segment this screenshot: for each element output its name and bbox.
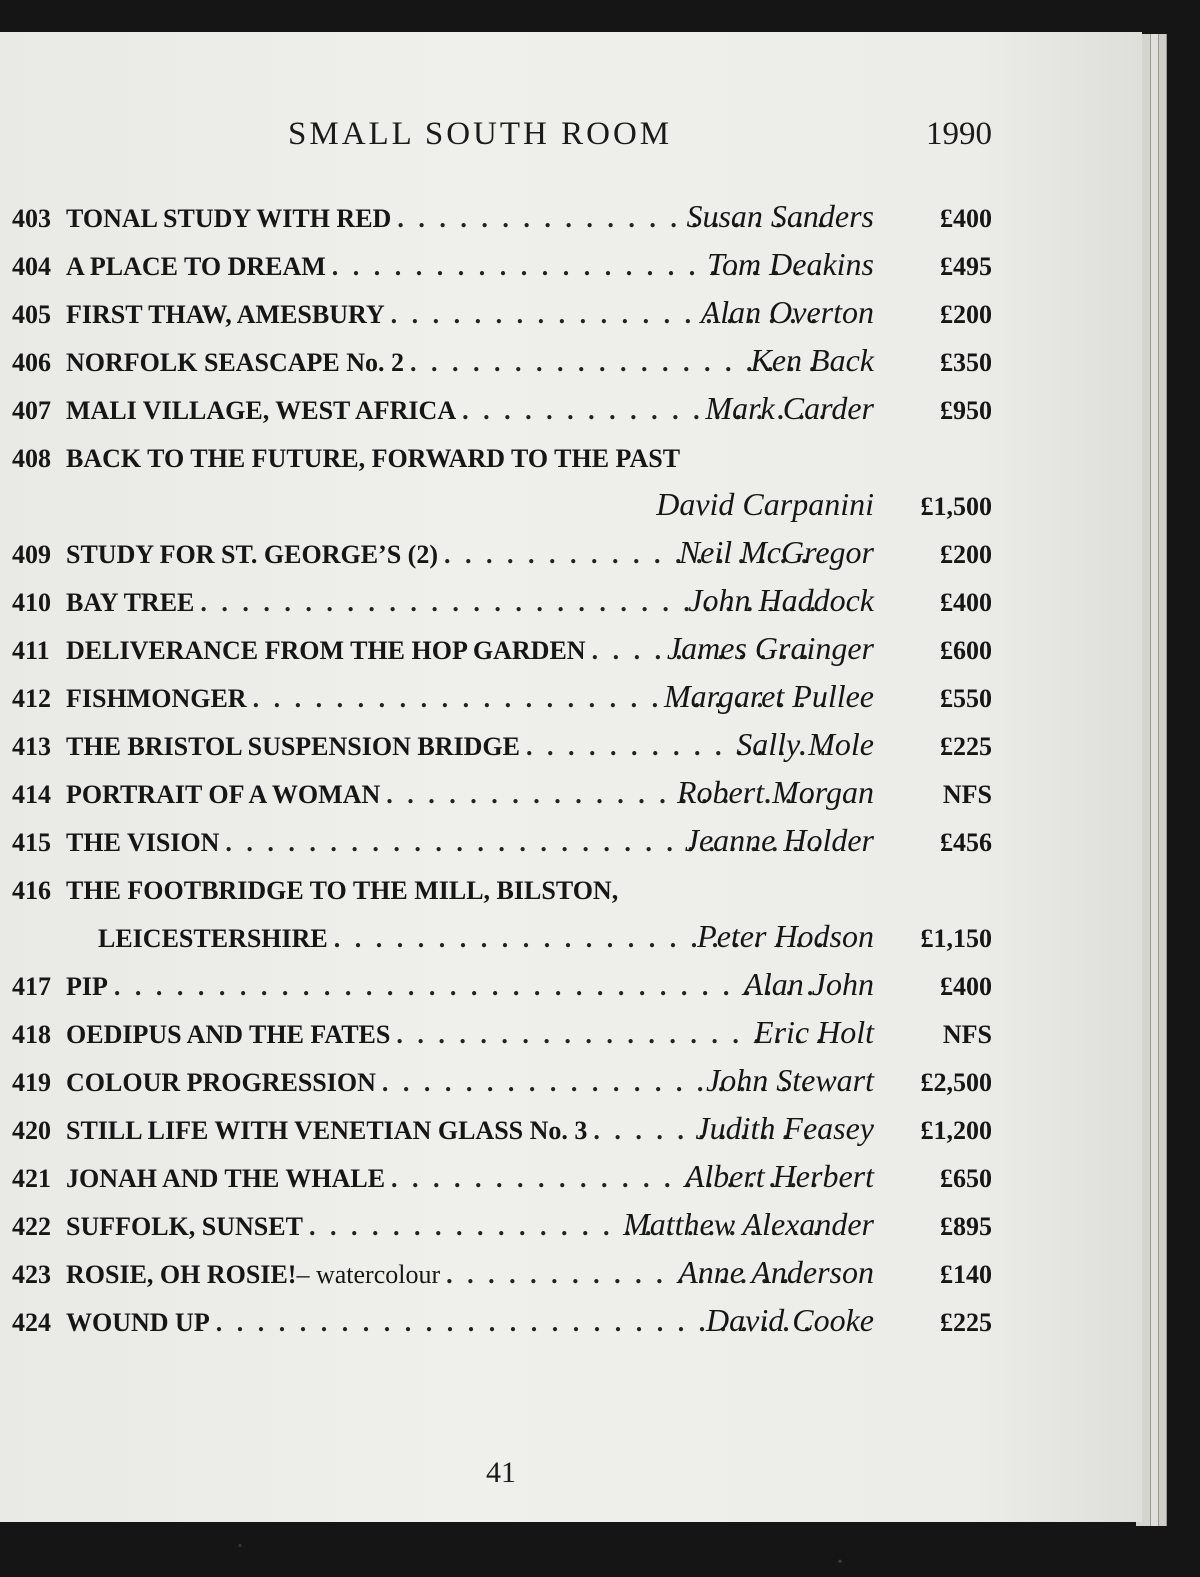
- entry-title: MALI VILLAGE, WEST AFRICA: [66, 396, 457, 425]
- catalogue-entry: [0, 820, 1142, 864]
- catalogue-entry: [0, 532, 1142, 576]
- catalogue-entry: [0, 244, 1142, 288]
- entry-artist: Ken Back: [750, 342, 874, 378]
- entry-number: 417: [12, 972, 51, 1001]
- entry-title: THE FOOTBRIDGE TO THE MILL, BILSTON,: [66, 876, 619, 905]
- catalogue-entry: [0, 340, 1142, 384]
- entry-medium: – watercolour: [296, 1260, 441, 1289]
- entry-artist: Mark Carder: [705, 390, 874, 426]
- entry-title: WOUND UP: [66, 1308, 210, 1337]
- entry-title: ROSIE, OH ROSIE!: [66, 1260, 297, 1289]
- entry-price: £350: [940, 348, 992, 377]
- catalogue-entry: [0, 868, 1142, 912]
- page-header: [0, 116, 1142, 156]
- entry-price: £456: [940, 828, 992, 857]
- catalogue-entry-continued: [0, 484, 1142, 528]
- entry-price: £400: [940, 588, 992, 617]
- entry-number: 405: [12, 300, 51, 329]
- entry-artist: Alan Overton: [700, 294, 874, 330]
- entry-title: SUFFOLK, SUNSET: [66, 1212, 303, 1241]
- entry-number: 419: [12, 1068, 51, 1097]
- entry-artist: James Grainger: [666, 630, 874, 666]
- catalogue-entry: [0, 1060, 1142, 1104]
- entry-title: DELIVERANCE FROM THE HOP GARDEN: [66, 636, 586, 665]
- room-title: SMALL SOUTH ROOM: [288, 116, 673, 152]
- catalogue-entry: [0, 1252, 1142, 1296]
- entry-artist: Peter Hodson: [697, 918, 874, 954]
- page-number: 41: [486, 1456, 516, 1489]
- catalogue-entry: [0, 964, 1142, 1008]
- entry-number: 404: [12, 252, 51, 281]
- entry-artist: Judith Feasey: [695, 1110, 874, 1146]
- entry-title: NORFOLK SEASCAPE No. 2: [66, 348, 405, 377]
- entry-title-line: [66, 444, 1142, 474]
- entry-price: NFS: [942, 1020, 992, 1049]
- entry-artist: John Haddock: [688, 582, 874, 618]
- entry-price: £2,500: [920, 1068, 992, 1097]
- entry-artist: Anne Anderson: [678, 1254, 874, 1290]
- entry-title: OEDIPUS AND THE FATES: [66, 1020, 391, 1049]
- entry-price: £895: [940, 1212, 992, 1241]
- entry-number: 408: [12, 444, 51, 473]
- entry-number: 416: [12, 876, 51, 905]
- catalogue-entry: [0, 196, 1142, 240]
- entry-number: 414: [12, 780, 51, 809]
- catalogue-entry-continued: [0, 916, 1142, 960]
- entry-title: PORTRAIT OF A WOMAN: [66, 780, 381, 809]
- entry-title: PIP: [66, 972, 108, 1001]
- entry-number: 406: [12, 348, 51, 377]
- catalogue-entry: [0, 676, 1142, 720]
- entry-artist: Albert Herbert: [684, 1158, 874, 1194]
- entry-title: A PLACE TO DREAM: [66, 252, 326, 281]
- entry-number: 420: [12, 1116, 51, 1145]
- entry-title: COLOUR PROGRESSION: [66, 1068, 376, 1097]
- entry-artist: Eric Holt: [754, 1014, 874, 1050]
- leader-dots: [114, 972, 824, 1002]
- catalogue-entry: [0, 388, 1142, 432]
- entry-title: THE BRISTOL SUSPENSION BRIDGE: [66, 732, 520, 761]
- entry-title-line: [66, 1020, 824, 1050]
- entry-title-continued: LEICESTERSHIRE: [98, 924, 328, 953]
- entry-number: 407: [12, 396, 51, 425]
- entry-number: 415: [12, 828, 51, 857]
- entry-number: 410: [12, 588, 51, 617]
- entry-artist: Neil McGregor: [678, 534, 874, 570]
- entry-price: £600: [940, 636, 992, 665]
- entry-title-line: [66, 348, 824, 378]
- entry-number: 403: [12, 204, 51, 233]
- entry-artist: John Stewart: [706, 1062, 874, 1098]
- entry-price: £200: [940, 540, 992, 569]
- entry-title-line: [66, 876, 1142, 906]
- entry-artist: David Carpanini: [656, 486, 874, 522]
- entry-price: £1,500: [920, 492, 992, 521]
- catalogue-entry: [0, 628, 1142, 672]
- entry-price: £550: [940, 684, 992, 713]
- catalogue-entry: [0, 1156, 1142, 1200]
- entry-price: £225: [940, 732, 992, 761]
- catalogue-entry: [0, 724, 1142, 768]
- entry-number: 418: [12, 1020, 51, 1049]
- entry-price: £1,200: [920, 1116, 992, 1145]
- catalogue-entry: [0, 1204, 1142, 1248]
- entry-number: 411: [12, 636, 50, 665]
- entry-price: £1,150: [920, 924, 992, 953]
- entry-title: FIRST THAW, AMESBURY: [66, 300, 385, 329]
- entry-title-line: [66, 732, 824, 762]
- entry-title: FISHMONGER: [66, 684, 247, 713]
- entry-number: 409: [12, 540, 51, 569]
- entry-price: £400: [940, 972, 992, 1001]
- catalogue-entry: [0, 1012, 1142, 1056]
- entry-artist: David Cooke: [706, 1302, 874, 1338]
- entry-price: £495: [940, 252, 992, 281]
- entry-title: STUDY FOR ST. GEORGE’S (2): [66, 540, 438, 569]
- catalogue-entry: [0, 772, 1142, 816]
- entry-title-line: [66, 972, 824, 1002]
- entry-artist: Alan John: [743, 966, 874, 1002]
- entry-title: THE VISION: [66, 828, 220, 857]
- catalogue-year: 1990: [926, 116, 992, 152]
- entry-artist: Susan Sanders: [686, 198, 874, 234]
- entry-artist: Robert Morgan: [676, 774, 874, 810]
- entry-title: TONAL STUDY WITH RED: [66, 204, 392, 233]
- catalogue-entry: [0, 1108, 1142, 1152]
- catalogue-entry: [0, 580, 1142, 624]
- entry-title: BACK TO THE FUTURE, FORWARD TO THE PAST: [66, 444, 681, 473]
- entry-price: £400: [940, 204, 992, 233]
- entry-number: 413: [12, 732, 51, 761]
- entry-price: £225: [940, 1308, 992, 1337]
- entry-artist: Sally Mole: [736, 726, 874, 762]
- entry-artist: Margaret Pullee: [663, 678, 874, 714]
- entry-number: 423: [12, 1260, 51, 1289]
- entry-artist: Matthew Alexander: [623, 1206, 874, 1242]
- entry-artist: Tom Deakins: [707, 246, 874, 282]
- entry-title: STILL LIFE WITH VENETIAN GLASS No. 3: [66, 1116, 588, 1145]
- entry-artist: Jeanne Holder: [684, 822, 874, 858]
- catalogue-entry: [0, 436, 1142, 480]
- entry-number: 422: [12, 1212, 51, 1241]
- entry-number: 424: [12, 1308, 51, 1337]
- entry-price: £200: [940, 300, 992, 329]
- entry-title: BAY TREE: [66, 588, 195, 617]
- entry-price: £650: [940, 1164, 992, 1193]
- entry-title: JONAH AND THE WHALE: [66, 1164, 386, 1193]
- entry-price: £950: [940, 396, 992, 425]
- entry-number: 421: [12, 1164, 51, 1193]
- entry-number: 412: [12, 684, 51, 713]
- entry-price: NFS: [942, 780, 992, 809]
- catalogue-entry: [0, 1300, 1142, 1344]
- catalogue-entry: [0, 292, 1142, 336]
- entry-price: £140: [940, 1260, 992, 1289]
